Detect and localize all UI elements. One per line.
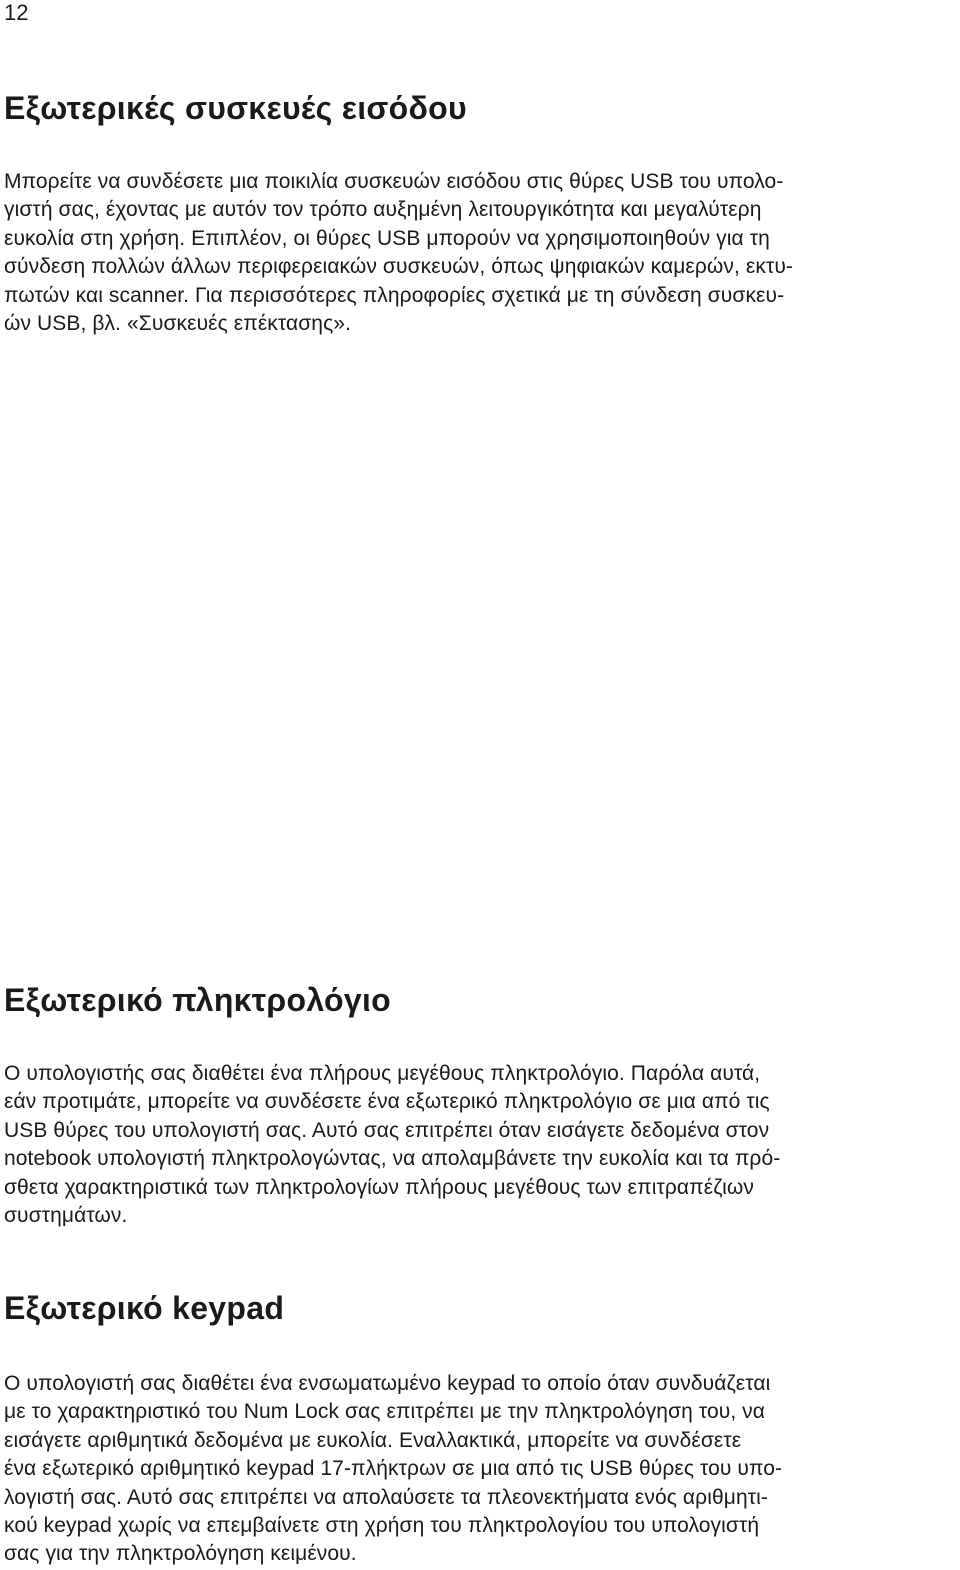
text-line: Ο υπολογιστή σας διαθέτει ένα ενσωματωμένο keypad το οποίο όταν συνδυάζεται (4, 1372, 771, 1395)
text-line: σθετα χαρακτηριστικά των πληκτρολογίων πλήρους μεγέθους των επιτραπέζιων (4, 1175, 755, 1199)
text-line: πωτών και scanner. Για περισσότερες πληροφορίες σχετικά με τη σύνδεση συσκευ- (4, 283, 785, 307)
text-line: ών USB, βλ. «Συσκευές επέκτασης». (4, 312, 352, 336)
text-line: Μπορείτε να συνδέσετε μια ποικιλία συσκευών εισόδου στις θύρες USB του υπολο- (4, 170, 784, 193)
page-number: 12 (4, 0, 29, 25)
text-line: Ο υπολογιστής σας διαθέτει ένα πλήρους μεγέθους πληκτρολόγιο. Παρόλα αυτά, (4, 1062, 761, 1085)
section-external-input-devices (4, 88, 954, 338)
text-line: κού keypad χωρίς να επεμβαίνετε στη χρήση του πληκτρολογίου του υπολογιστή (4, 1514, 760, 1538)
section-paragraph (4, 1370, 954, 1569)
text-line: σύνδεση πολλών άλλων περιφερειακών συσκευών, όπως ψηφιακών καμερών, εκτυ- (4, 255, 794, 279)
text-line: λογιστή σας. Αυτό σας επιτρέπει να απολαύσετε τα πλεονεκτήματα ενός αριθμητι- (4, 1485, 768, 1509)
text-line: με το χαρακτηριστικό του Num Lock σας επιτρέπει με την πληκτρολόγηση του, να (4, 1400, 766, 1424)
section-heading: Εξωτερικές συσκευές εισόδου (4, 90, 467, 126)
text-line: σας για την πληκτρολόγηση κειμένου. (4, 1542, 357, 1566)
text-line: ευκολία στη χρήση. Επιπλέον, οι θύρες USB μπορούν να χρησιμοποιηθούν για τη (4, 226, 770, 250)
text-line: ένα εξωτερικό αριθμητικό keypad 17-πλήκτρων σε μια από τις USB θύρες του υπο- (4, 1457, 783, 1481)
section-external-keypad (4, 1288, 954, 1569)
section-heading: Εξωτερικό πληκτρολόγιο (4, 982, 392, 1018)
section-paragraph (4, 168, 954, 338)
text-line: εισάγετε αριθμητικά δεδομένα με ευκολία. Εναλλακτικά, μπορείτε να συνδέσετε (4, 1428, 742, 1452)
section-heading: Εξωτερικό keypad (4, 1290, 285, 1326)
text-line: notebook υπολογιστή πληκτρολογώντας, να απολαμβάνετε την ευκολία και τα πρό- (4, 1147, 781, 1171)
section-external-keyboard (4, 980, 954, 1230)
section-paragraph (4, 1060, 954, 1230)
text-line: γιστή σας, έχοντας με αυτόν τον τρόπο αυξημένη λειτουργικότητα και μεγαλύτερη (4, 198, 762, 222)
text-line: εάν προτιμάτε, μπορείτε να συνδέσετε ένα εξωτερικό πληκτρολόγιο σε μια από τις (4, 1090, 770, 1114)
text-line: USB θύρες του υπολογιστή σας. Αυτό σας επιτρέπει όταν εισάγετε δεδομένα στον (4, 1118, 770, 1142)
text-line: συστημάτων. (4, 1204, 128, 1228)
